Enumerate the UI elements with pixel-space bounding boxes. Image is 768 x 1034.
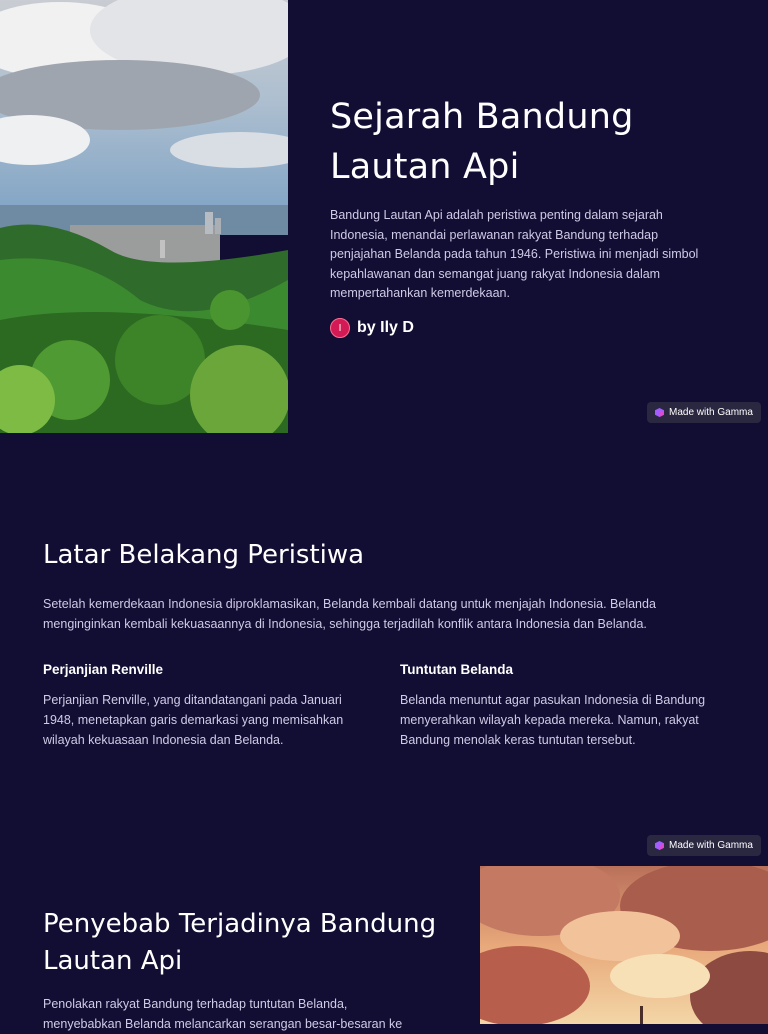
renville-text: Perjanjian Renville, yang ditandatangani pada Januari 1948, menetapkan garis demarkasi yang memisahkan wilayah kekuasaan Indonesia dan Belanda.	[43, 693, 344, 747]
section-title-background: Latar Belakang Peristiwa	[43, 540, 365, 570]
cause-text: Penolakan rakyat Bandung terhadap tuntutan Belanda, menyebabkan Belanda melancarkan serangan besar-besaran ke	[43, 997, 403, 1031]
gamma-cube-icon	[655, 408, 664, 417]
dutch-demand-heading: Tuntutan Belanda	[400, 662, 513, 677]
gamma-cube-icon	[655, 841, 664, 850]
renville-heading: Perjanjian Renville	[43, 662, 164, 677]
hero-description: Bandung Lautan Api adalah peristiwa penting dalam sejarah Indonesia, menandai perlawanan rakyat Bandung terhadap penjajahan Belanda pada tahun 1946. Peristiwa ini menjadi simbol kepahlawanan dan semangat juang rakyat Indonesia dalam mempertahankan kemerdekaan.	[330, 208, 699, 300]
hero-landscape-image	[0, 0, 288, 433]
section-title-cause: Penyebab Terjadinya Bandung Lautan Api	[43, 909, 437, 976]
author-name: by Ily D	[357, 319, 414, 336]
dutch-demand-text: Belanda menuntut agar pasukan Indonesia di Bandung menyerahkan wilayah kepada mereka. Namun, rakyat Bandung menolak keras tuntutan tersebut.	[400, 693, 706, 747]
badge-label: Made with Gamma	[669, 840, 753, 851]
made-with-gamma-badge[interactable]	[647, 835, 761, 856]
made-with-gamma-badge[interactable]	[647, 402, 761, 423]
section-intro: Setelah kemerdekaan Indonesia diproklamasikan, Belanda kembali datang untuk menjajah Indonesia. Belanda menginginkan kembali kekuasaannya di Indonesia, sehingga terjadilah konflik antara Indonesia dan Belanda.	[43, 597, 656, 631]
badge-label: Made with Gamma	[669, 407, 753, 418]
burning-city-image	[480, 866, 768, 1024]
author-byline	[330, 318, 414, 338]
avatar: I	[330, 318, 350, 338]
page-title: Sejarah Bandung Lautan Api	[330, 97, 634, 187]
